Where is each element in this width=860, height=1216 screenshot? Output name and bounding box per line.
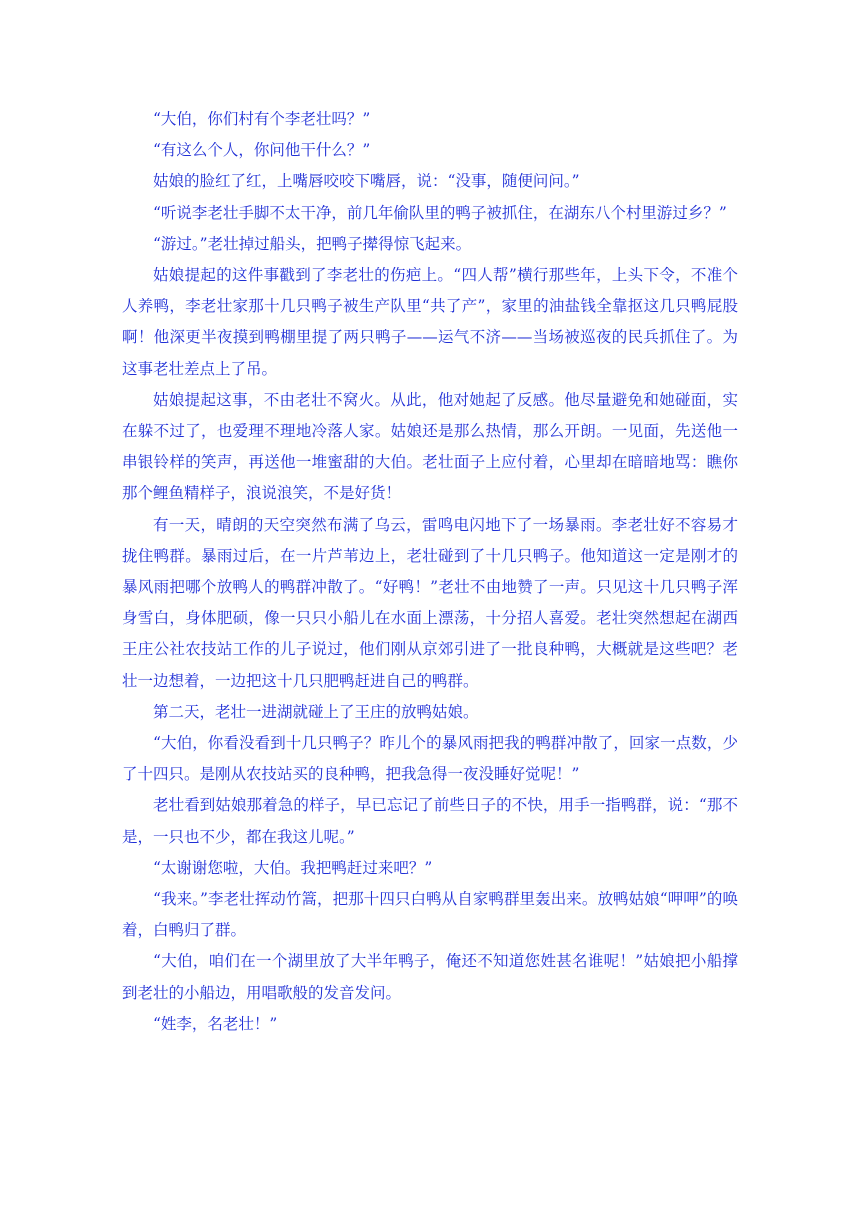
paragraph-12: “太谢谢您啦，大伯。我把鸭赶过来吧？”: [153, 858, 433, 877]
paragraph-8: 有一天，晴朗的天空突然布满了乌云，雷鸣电闪地下了一场暴雨。李老壮好不容易才拢住鸭群。暴雨过后，在一片芦苇边上，老壮碰到了十几只鸭子。他知道这一定是刚才的暴风雨把哪个放鸭人的鸭群冲散了。“好鸭！”老壮不由地赞了一声。只见这十几只鸭子浑身雪白，身体肥硕，像一只只小船儿在水面上漂荡，十分招人喜爱。老壮突然想起在湖西王庄公社农技站工作的儿子说过，他们刚从京郊引进了一批良种鸭，大概就是这些吧？老壮一边想着，一边把这十几只肥鸭赶进自己的鸭群。: [122, 515, 738, 690]
paragraph-2: “有这么个人，你问他干什么？”: [153, 141, 371, 160]
paragraph-6: 姑娘提起的这件事戳到了李老壮的伤疤上。“四人帮”横行那些年，上头下令，不准个人养鸭，李老壮家那十几只鸭子被生产队里“共了产”，家里的油盐钱全靠抠这几只鸭屁股啊！他深更半夜摸到鸭棚里提了两只鸭子——运气不济——当场被巡夜的民兵抓住了。为这事老壮差点上了吊。: [122, 266, 738, 378]
paragraph-5: “游过。”老壮掉过船头，把鸭子撵得惊飞起来。: [153, 234, 472, 253]
paragraph-4: “听说李老壮手脚不太干净，前几年偷队里的鸭子被抓住，在湖东八个村里游过乡？”: [153, 203, 727, 222]
paragraph-10: “大伯，你看没看到十几只鸭子？昨儿个的暴风雨把我的鸭群冲散了，回家一点数，少了十四只。是刚从农技站买的良种鸭，把我急得一夜没睡好觉呢！”: [122, 734, 738, 784]
paragraph-7: 姑娘提起这事，不由老壮不窝火。从此，他对她起了反感。他尽量避免和她碰面，实在躲不过了，也爱理不理地冷落人家。姑娘还是那么热情，那么开朗。一见面，先送他一串银铃样的笑声，再送他一堆蜜甜的大伯。老壮面子上应付着，心里却在暗暗地骂：瞧你那个鲤鱼精样子，浪说浪笑，不是好货！: [122, 390, 738, 503]
paragraph-15: “姓李，名老壮！”: [153, 1014, 278, 1033]
paragraph-13: “我来。”李老壮挥动竹篙，把那十四只白鸭从自家鸭群里轰出来。放鸭姑娘“呷呷”的唤着，白鸭归了群。: [122, 890, 738, 940]
paragraph-9: 第二天，老壮一进湖就碰上了王庄的放鸭姑娘。: [153, 702, 479, 721]
paragraph-3: 姑娘的脸红了红，上嘴唇咬咬下嘴唇，说：“没事，随便问问。”: [153, 172, 580, 191]
paragraph-14: “大伯，咱们在一个湖里放了大半年鸭子，俺还不知道您姓甚名谁呢！”姑娘把小船撑到老壮的小船边，用唱歌般的发音发问。: [122, 952, 738, 1002]
paragraph-11: 老壮看到姑娘那着急的样子，早已忘记了前些日子的不快，用手一指鸭群，说：“那不是，一只也不少，都在我这儿呢。”: [122, 796, 738, 846]
paragraph-1: “大伯，你们村有个李老壮吗？”: [153, 110, 371, 128]
document-page: [122, 104, 738, 1040]
